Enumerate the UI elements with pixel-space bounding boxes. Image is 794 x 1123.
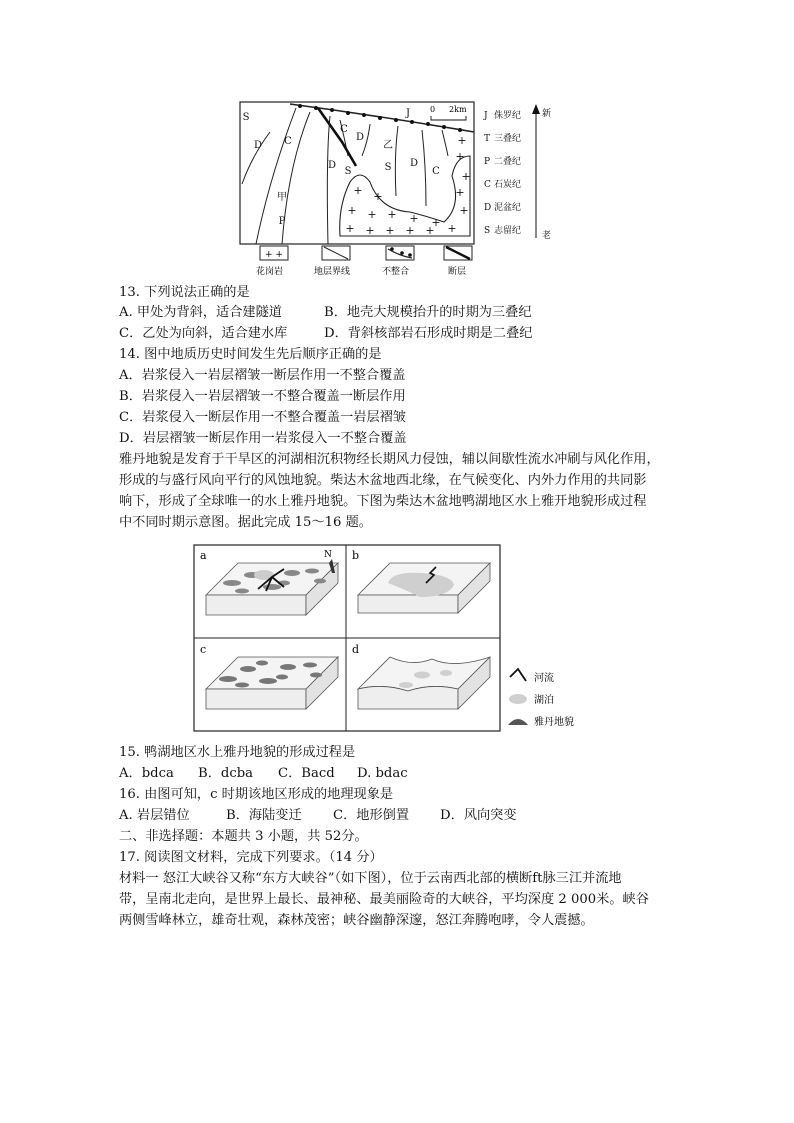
stratum-name: 志留纪 [494,226,522,236]
svg-text:+: + [347,204,357,217]
stratum-label: D [355,132,365,143]
svg-text:d: d [352,643,360,656]
stratum-name: 侏罗纪 [494,111,522,121]
stratum-label: D [409,158,419,169]
q15-option-a: A．bdca [119,766,174,781]
legend-river: 河流 [534,673,554,684]
geologic-map-figure [230,96,570,278]
q16-option-c: C．地形倒置 [333,808,410,823]
legend-yardang: 雅丹地貌 [534,717,574,728]
q13-option-a: A. 甲处为背斜，适合建隧道 [119,305,282,320]
yardang-stages-figure [192,543,602,735]
legend-boundary: 地层界线 [314,267,351,277]
q16-option-b: B．海陆变迁 [226,808,302,823]
passage-line: 雅丹地貌是发育于干旱区的河湖相沉积物经长期风力侵蚀，辅以间歇性流水冲刷与风化作用， [119,452,660,467]
stratum-code: S [484,226,491,236]
stratum-name: 三叠纪 [494,134,522,144]
yi-label: 乙 [383,140,393,151]
q14-option-d: D．岩层褶皱一断层作用一岩浆侵入一不整合覆盖 [119,431,407,446]
section-two-heading: 二、非选择题：本题共 3 小题，共 52分。 [119,829,368,844]
stratum-label: C [340,124,348,135]
stratum-code: P [484,157,491,167]
svg-text:+: + [425,224,435,237]
svg-text:+: + [457,134,467,147]
svg-text:a: a [200,549,207,562]
svg-text:b: b [352,549,360,562]
q17-material-line: 两侧雪峰林立，雄奇壮观，森林茂密；峡谷幽静深邃，怒江奔腾咆哮，令人震撼。 [119,913,594,928]
stratum-code: T [484,134,491,144]
svg-text:0: 0 [430,105,436,114]
q15-option-c: C．Bacd [278,766,335,781]
q14-option-a: A．岩浆侵入一岩层褶皱一断层作用一不整合覆盖 [119,368,406,383]
stratum-label: J [405,108,411,119]
q16-option-a: A. 岩层错位 [119,808,190,823]
age-arrow [532,104,551,241]
svg-text:N: N [324,550,332,560]
legend-granite: 花岗岩 [256,267,284,277]
q15-option-d: D. bdac [357,766,408,781]
stratum-label: S [344,166,352,177]
svg-text:2km: 2km [449,105,467,114]
q14-option-c: C．岩浆侵入一断层作用一不整合覆盖一岩层褶皱 [119,410,407,425]
stratum-name: 石炭纪 [494,180,522,190]
map-legend [256,246,472,277]
svg-text:+: + [431,216,441,229]
stratum-label: D [253,140,263,151]
svg-text:+: + [447,222,457,235]
passage-line: 响下，形成了全球唯一的水上雅丹地貌。下图为柴达木盆地鸭湖地区水上雅开地貌形成过程 [119,494,647,509]
q14-stem: 14. 图中地质历史时间发生先后顺序正确的是 [119,347,382,362]
stratum-label: D [327,160,337,171]
q13-option-b: B．地壳大规模抬升的时期为三叠纪 [324,305,532,320]
q15-stem: 15. 鸭湖地区水上雅丹地貌的形成过程是 [119,745,356,760]
q17-material-line: 材料一 怒江大峡谷又称“东方大峡谷”（如下图），位于云南西北部的横断ft脉三江并流地 [119,871,622,886]
q15-option-b: B．dcba [198,766,254,781]
stratum-name: 泥盆纪 [494,203,522,213]
svg-text:c: c [200,643,207,656]
svg-text:+: + [455,186,465,199]
q17-stem: 17. 阅读图文材料，完成下列要求。（14 分） [119,850,383,865]
stratum-label: P [278,216,286,227]
stratum-code: J [484,111,488,121]
stratum-code: C [484,180,491,190]
svg-text:+: + [459,204,469,217]
stratum-label: C [284,136,292,147]
svg-text:+: + [455,150,465,163]
q14-option-b: B．岩浆侵入一岩层褶皱一不整合覆盖一断层作用 [119,389,406,404]
stratum-code: D [484,203,492,213]
stratum-label: C [432,166,440,177]
svg-text:+: + [353,184,363,197]
svg-text:+: + [461,170,471,183]
svg-text:+: + [373,190,383,203]
svg-text:+: + [409,212,419,225]
q16-option-d: D．风向突变 [440,808,517,823]
q13-stem: 13. 下列说法正确的是 [119,285,250,300]
figure-legend [508,669,574,728]
svg-text:+: + [387,208,397,221]
stratum-label: S [384,162,392,173]
legend-fault: 断层 [448,267,467,277]
legend-lake: 湖泊 [534,695,554,706]
q13-option-c: C．乙处为向斜，适合建水库 [119,326,288,341]
svg-text:+: + [405,224,415,237]
stratum-label: S [242,112,250,123]
passage-line: 形成的与盛行风向平行的风蚀地貌。柴达木盆地西北缘，在气候变化、内外力作用的共同影 [119,473,647,488]
svg-text:+: + [367,208,377,221]
arrow-old-label: 老 [542,231,552,241]
passage-line: 中不同时期示意图。据此完成 15～16 题。 [119,515,372,530]
stratum-name: 二叠纪 [494,157,522,167]
arrow-new-label: 新 [542,109,552,119]
jia-label: 甲 [277,192,287,203]
legend-unconformity: 不整合 [382,267,410,277]
svg-text:+: + [345,222,355,235]
svg-text:+: + [385,224,395,237]
svg-text:+: + [365,224,375,237]
q17-material-line: 带，呈南北走向，是世界上最长、最神秘、最美丽险奇的大峡谷，平均深度 2 000米。峡谷 [119,892,649,907]
q16-stem: 16. 由图可知，c 时期该地区形成的地理现象是 [119,787,394,802]
q13-option-d: D．背斜核部岩石形成时期是二叠纪 [324,326,533,341]
svg-text:+ +: + + [265,250,283,260]
